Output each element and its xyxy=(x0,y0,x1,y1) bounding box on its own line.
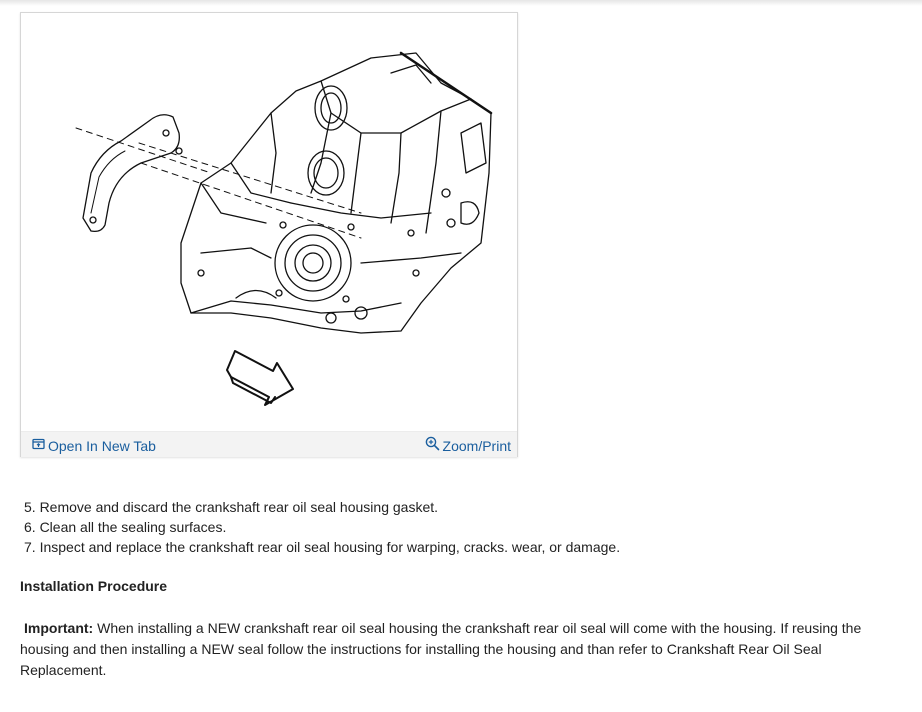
zoom-in-icon xyxy=(425,436,440,456)
figure-container xyxy=(20,12,518,457)
open-in-new-tab-label: Open In New Tab xyxy=(48,438,156,454)
zoom-print-link[interactable] xyxy=(425,436,511,456)
open-in-new-tab-link[interactable] xyxy=(32,437,156,455)
rear-main-bore xyxy=(275,225,351,301)
zoom-print-label: Zoom/Print xyxy=(442,438,511,454)
step-item: 6. Clean all the sealing surfaces. xyxy=(24,519,227,535)
gasket-outline xyxy=(83,115,179,232)
important-text: When installing a NEW crankshaft rear oil seal housing the crankshaft rear oil seal will come with the housing. If reusing the housing and then installing a NEW seal follow the instructions for installing the housing and than refer to Crankshaft Rear Oil Seal Replacement. xyxy=(20,620,862,678)
step-item: 5. Remove and discard the crankshaft rear oil seal housing gasket. xyxy=(24,499,439,515)
removal-steps-list xyxy=(24,497,620,557)
open-in-new-tab-icon xyxy=(32,437,45,455)
engine-block-diagram xyxy=(21,13,517,431)
step-item: 7. Inspect and replace the crankshaft rear oil seal housing for warping, cracks. wear, or damage. xyxy=(24,539,621,555)
installation-procedure-heading: Installation Procedure xyxy=(20,578,168,594)
figure-toolbar xyxy=(21,431,517,457)
important-label: Important: xyxy=(24,620,94,636)
important-note xyxy=(20,618,890,681)
page-top-shadow xyxy=(0,0,922,6)
